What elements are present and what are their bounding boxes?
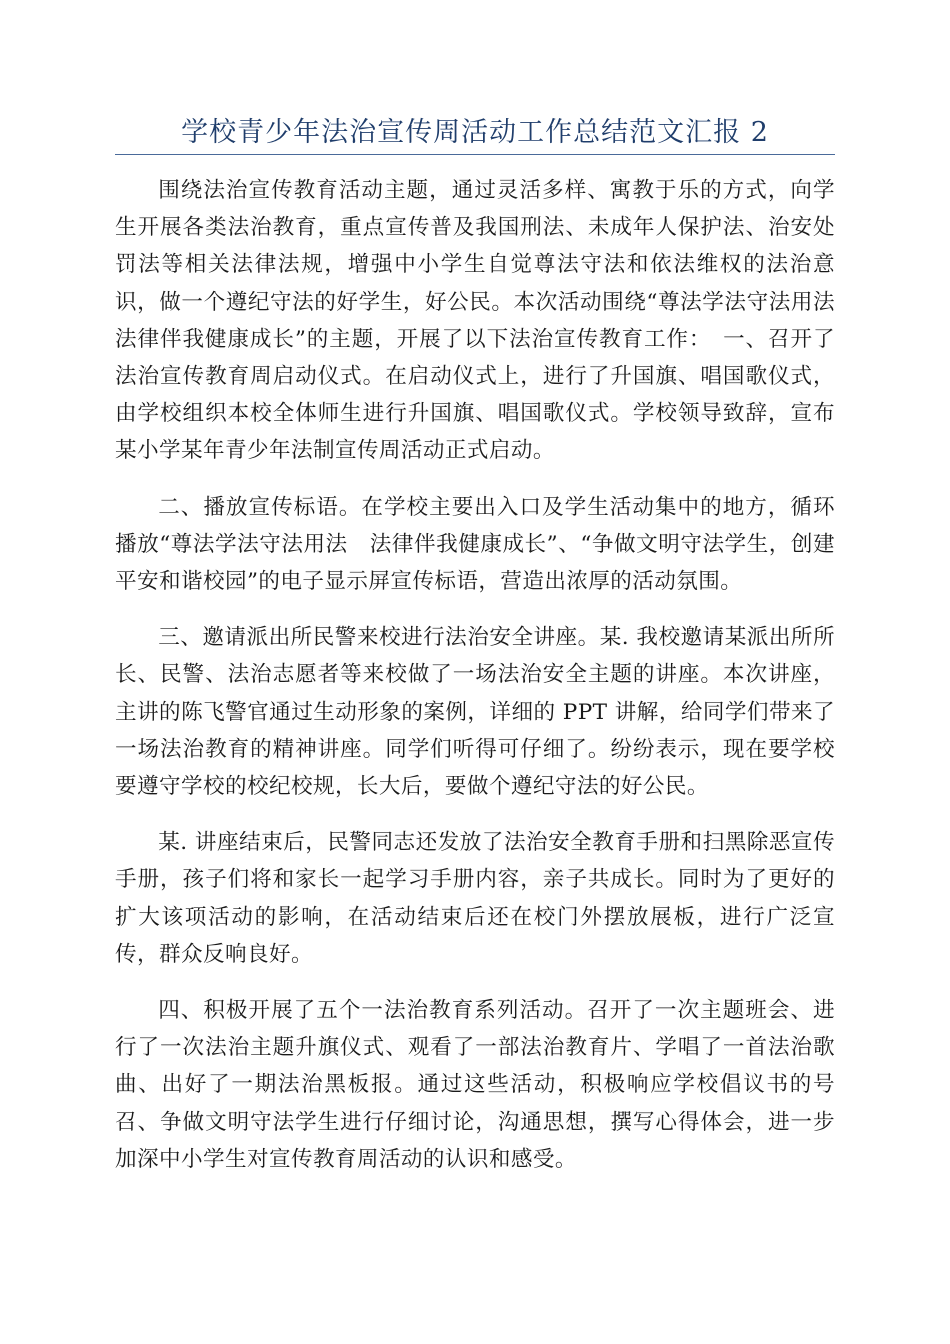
document-title: 学校青少年法治宣传周活动工作总结范文汇报 2 [181, 117, 769, 148]
paragraph-slogans: 二、播放宣传标语。在学校主要出入口及学生活动集中的地方，循环播放“尊法学法守法用法 法律伴我健康成长”、“争做文明守法学生，创建平安和谐校园”的电子显示屏宣传标语，营造出浓厚的活动氛围。 [115, 494, 835, 595]
title-underline [115, 154, 835, 155]
paragraph-intro: 围绕法治宣传教育活动主题，通过灵活多样、寓教于乐的方式，向学生开展各类法治教育，重点宣传普及我国刑法、未成年人保护法、治安处罚法等相关法律法规，增强中小学生自觉尊法守法和依法维权的法治意识，做一个遵纪守法的好学生，好公民。本次活动围绕“尊法学法守法用法 法律伴我健康成长”的主题，开展了以下法治宣传教育工作： 一、召开了法治宣传教育周启动仪式。在启动仪式上，进行了升国旗、唱国歌仪式，由学校组织本校全体师生进行升国旗、唱国歌仪式。学校领导致辞，宣布某小学某年青少年法制宣传周活动正式启动。 [115, 178, 857, 464]
paragraph-handbooks: 某. 讲座结束后，民警同志还发放了法治安全教育手册和扫黑除恶宣传手册，孩子们将和家长一起学习手册内容，亲子共成长。同时为了更好的扩大该项活动的影响，在活动结束后还在校门外摆放展板，进行广泛宣传，群众反响良好。 [115, 830, 835, 967]
paragraph-lecture: 三、邀请派出所民警来校进行法治安全讲座。某. 我校邀请某派出所所长、民警、法治志愿者等来校做了一场法治安全主题的讲座。本次讲座，主讲的陈飞警官通过生动形象的案例，详细的 PPT 讲解，给同学们带来了一场法治教育的精神讲座。同学们听得可仔细了。纷纷表示，现在要学校要遵守学校的校纪校规，长大后，要做个遵纪守法的好公民。 [115, 625, 835, 800]
document-body [115, 172, 857, 1197]
paragraph-activities: 四、积极开展了五个一法治教育系列活动。召开了一次主题班会、进行了一次法治主题升旗仪式、观看了一部法治教育片、学唱了一首法治歌曲、出好了一期法治黑板报。通过这些活动，积极响应学校倡议书的号召、争做文明守法学生进行仔细讨论，沟通思想，撰写心得体会，进一步加深中小学生对宣传教育周活动的认识和感受。 [115, 998, 835, 1172]
